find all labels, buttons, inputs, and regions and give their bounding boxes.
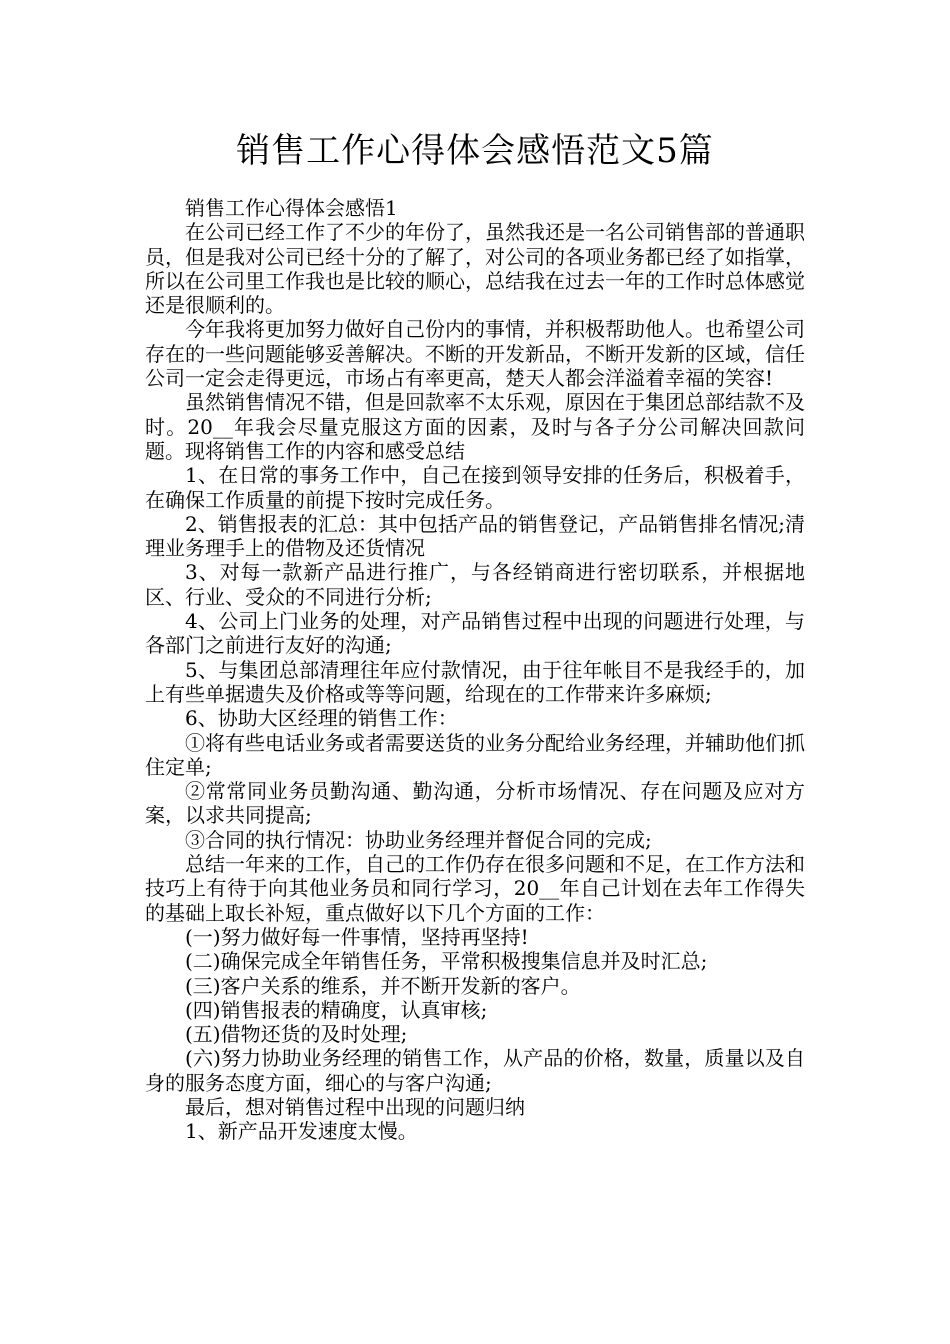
list-item: 3、对每一款新产品进行推广，与各经销商进行密切联系，并根据地区、行业、受众的不同进行分析; — [145, 560, 805, 609]
paragraph: 总结一年来的工作，自己的工作仍存在很多问题和不足，在工作方法和技巧上有待于向其他业务员和同行学习，20__年自己计划在去年工作得失的基础上取长补短，重点做好以下几个方面的工作： — [145, 852, 805, 925]
list-item: 1、在日常的事务工作中，自己在接到领导安排的任务后，积极着手，在确保工作质量的前提下按时完成任务。 — [145, 463, 805, 512]
paragraph: 最后，想对销售过程中出现的问题归纳 — [185, 1094, 525, 1119]
sub-list-item: ③合同的执行情况：协助业务经理并督促合同的完成; — [185, 827, 652, 852]
sub-list-item: ①将有些电话业务或者需要送货的业务分配给业务经理，并辅助他们抓住定单; — [145, 730, 805, 779]
plan-item: (一)努力做好每一件事情，坚持再坚持! — [185, 924, 529, 949]
plan-item: (三)客户关系的维系，并不断开发新的客户。 — [185, 973, 581, 998]
plan-item: (二)确保完成全年销售任务，平常积极搜集信息并及时汇总; — [185, 949, 708, 974]
paragraph: 在公司已经工作了不少的年份了，虽然我还是一名公司销售部的普通职员，但是我对公司已经十分的了解了，对公司的各项业务都已经了如指掌，所以在公司里工作我也是比较的顺心，总结我在过去一年的工作时总体感觉还是很顺利的。 — [145, 220, 805, 318]
plan-item: (六)努力协助业务经理的销售工作，从产品的价格，数量，质量以及自身的服务态度方面，细心的与客户沟通; — [145, 1046, 805, 1095]
list-item: 6、协助大区经理的销售工作： — [185, 706, 458, 731]
section-heading: 销售工作心得体会感悟1 — [185, 196, 398, 220]
list-item: 2、销售报表的汇总：其中包括产品的销售登记，产品销售排名情况;清理业务理手上的借物及还货情况 — [145, 511, 805, 561]
plan-item: (四)销售报表的精确度，认真审核; — [185, 997, 488, 1022]
plan-item: (五)借物还货的及时处理; — [185, 1022, 408, 1047]
document-page — [145, 128, 805, 1144]
sub-list-item: ②常常同业务员勤沟通、勤沟通，分析市场情况、存在问题及应对方案，以求共同提高; — [145, 779, 805, 828]
paragraph: 今年我将更加努力做好自己份内的事情，并积极帮助他人。也希望公司存在的一些问题能够妥善解决。不断的开发新品，不断开发新的区域，信任公司一定会走得更远，市场占有率更高，楚天人都会洋溢着幸福的笑容! — [145, 317, 805, 391]
paragraph: 虽然销售情况不错，但是回款率不太乐观，原因在于集团总部结款不及时。20__年我会尽量克服这方面的因素，及时与各子分公司解决回款问题。现将销售工作的内容和感受总结 — [145, 390, 805, 463]
list-item: 5、与集团总部清理往年应付款情况，由于往年帐目不是我经手的，加上有些单据遗失及价格或等等问题，给现在的工作带来许多麻烦; — [145, 657, 805, 706]
document-title: 销售工作心得体会感悟范文5篇 — [236, 131, 714, 171]
document-body — [145, 196, 805, 1144]
list-item: 4、公司上门业务的处理，对产品销售过程中出现的问题进行处理，与各部门之前进行友好的沟通; — [145, 609, 805, 658]
list-item: 1、新产品开发速度太慢。 — [185, 1119, 418, 1144]
